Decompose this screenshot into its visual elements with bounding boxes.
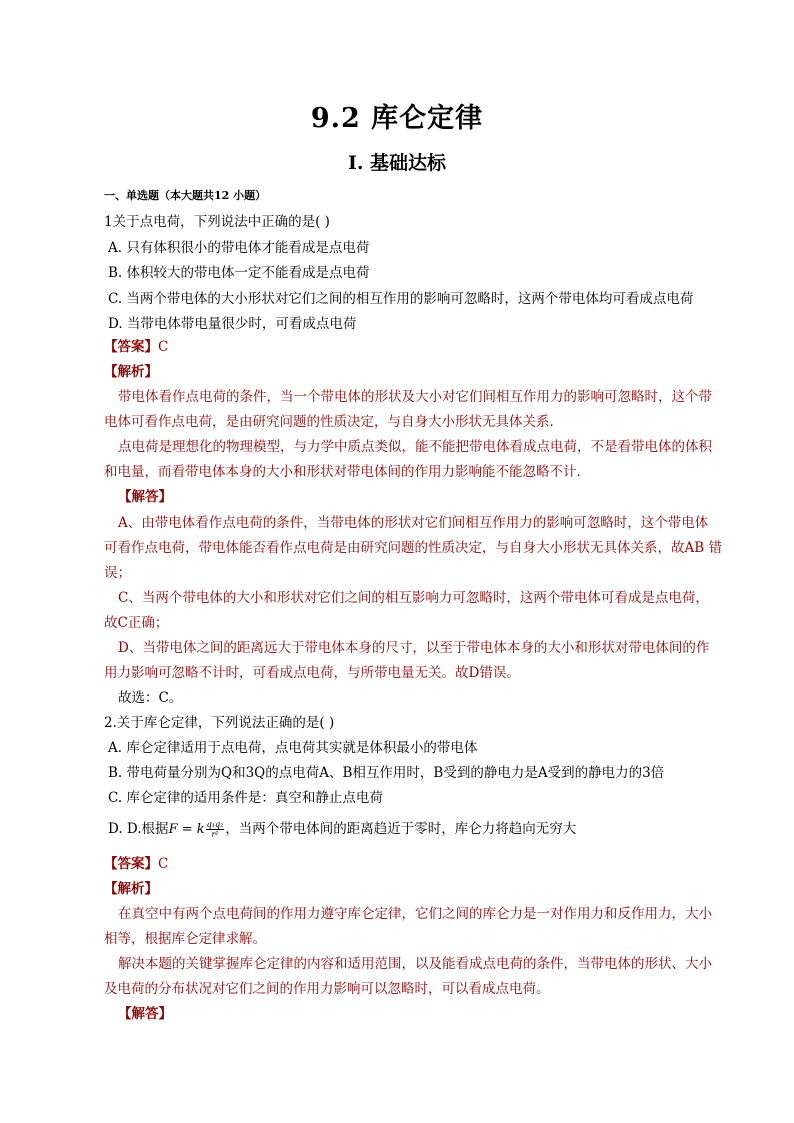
coulomb-formula [169,822,226,837]
q1-solution-line: D、当带电体之间的距离远大于带电体本身的尺寸，以至于带电体本身的大小和形状对带电体间的作 [118,640,710,656]
q2-stem: 2.关于库仑定律，下列说法正确的是( ) [104,715,335,731]
page-subtitle: Ⅰ. 基础达标 [347,152,447,174]
q1-analysis-line: 点电荷是理想化的物理模型，与力学中质点类似，能不能把带电体看成点电荷，不是看带电体的体积 [118,439,712,455]
q2-analysis-line: 在真空中有两个点电荷间的作用力遵守库仑定律，它们之间的库仑力是一对作用力和反作用力，大小 [118,906,712,922]
q2-analysis-line: 相等，根据库仑定律求解。 [104,931,266,947]
q2-option-c: C. 库仑定律的适用条件是：真空和静止点电荷 [108,790,383,806]
q1-analysis-line: 电体可看作点电荷，是由研究问题的性质决定，与自身大小形状无具体关系． [104,414,563,430]
q1-option-d: D. 当带电体带电量很少时，可看成点电荷 [108,316,357,332]
q2-analysis-line: 解决本题的关键掌握库仑定律的内容和适用范围，以及能看成点电荷的条件，当带电体的形状、大小 [118,956,712,972]
q2-option-d-prefix: D. D.根据 [108,821,169,837]
q1-analysis-line: 和电量，而看带电体本身的大小和形状对带电体间的作用力影响能不能忽略不计． [104,464,590,480]
q1-solution-line: 故C正确； [104,615,169,631]
formula-numerator: q₁q₂ [206,820,224,829]
q2-option-d-suffix: ，当两个带电体间的距离趋近于零时，库仑力将趋向无穷大 [225,821,577,837]
q2-analysis-line: 及电荷的分布状况对它们之间的作用力影响可以忽略时，可以看成点电荷。 [104,981,550,997]
q1-solution-line: C、当两个带电体的大小和形状对它们之间的相互影响力可忽略时，这两个带电体可看成是点电荷， [118,590,709,606]
q1-solution-line: 用力影响可忽略不计时，可看成点电荷，与所带电量无关。故D错误。 [104,665,520,681]
formula-lhs: F = k [168,822,205,837]
q1-option-a: A. 只有体积很小的带电体才能看成是点电荷 [108,240,370,256]
q1-option-c: C. 当两个带电体的大小形状对它们之间的相互作用的影响可忽略时，这两个带电体均可看成点电荷 [108,291,694,307]
q1-analysis-line: 带电体看作点电荷的条件，当一个带电体的形状及大小对它们间相互作用力的影响可忽略时，这个带 [118,389,712,405]
q1-solution-line: 误； [104,565,131,581]
q2-answer-label: 【答案】 [104,856,158,872]
q1-solution-line: 可看作点电荷，带电体能否看作点电荷是由研究问题的性质决定，与自身大小形状无具体关系，故AB 错 [104,540,722,556]
q1-answer [104,335,168,355]
q2-option-b: B. 带电荷量分别为Q和3Q的点电荷A、B相互作用时，B受到的静电力是A受到的静电力的3倍 [108,765,665,781]
q2-solution-label: 【解答】 [118,1006,172,1022]
q2-analysis-label: 【解析】 [104,881,158,897]
page-title: 9.2 库仑定律 [310,103,484,134]
q1-stem: 1关于点电荷，下列说法中正确的是( ) [104,214,330,230]
q1-final-choice: 故选：C。 [118,690,183,706]
q1-answer-value: C [158,339,169,355]
q2-option-a: A. 库仑定律适用于点电荷，点电荷其实就是体积最小的带电体 [108,740,478,756]
q1-analysis-label: 【解析】 [104,364,158,380]
q2-answer [104,852,168,872]
formula-denominator: r² [211,830,219,839]
q1-solution-line: A、由带电体看作点电荷的条件，当带电体的形状对它们间相互作用力的影响可忽略时，这个带电体 [118,515,709,531]
q2-answer-value: C [158,856,169,872]
q1-option-b: B. 体积较大的带电体一定不能看成是点电荷 [108,265,370,281]
q2-option-d [108,817,576,839]
formula-fraction [206,820,225,839]
section-heading: 一、单选题（本大题共12 小题） [104,189,267,202]
q1-solution-label: 【解答】 [118,489,172,505]
q1-answer-label: 【答案】 [104,339,158,355]
